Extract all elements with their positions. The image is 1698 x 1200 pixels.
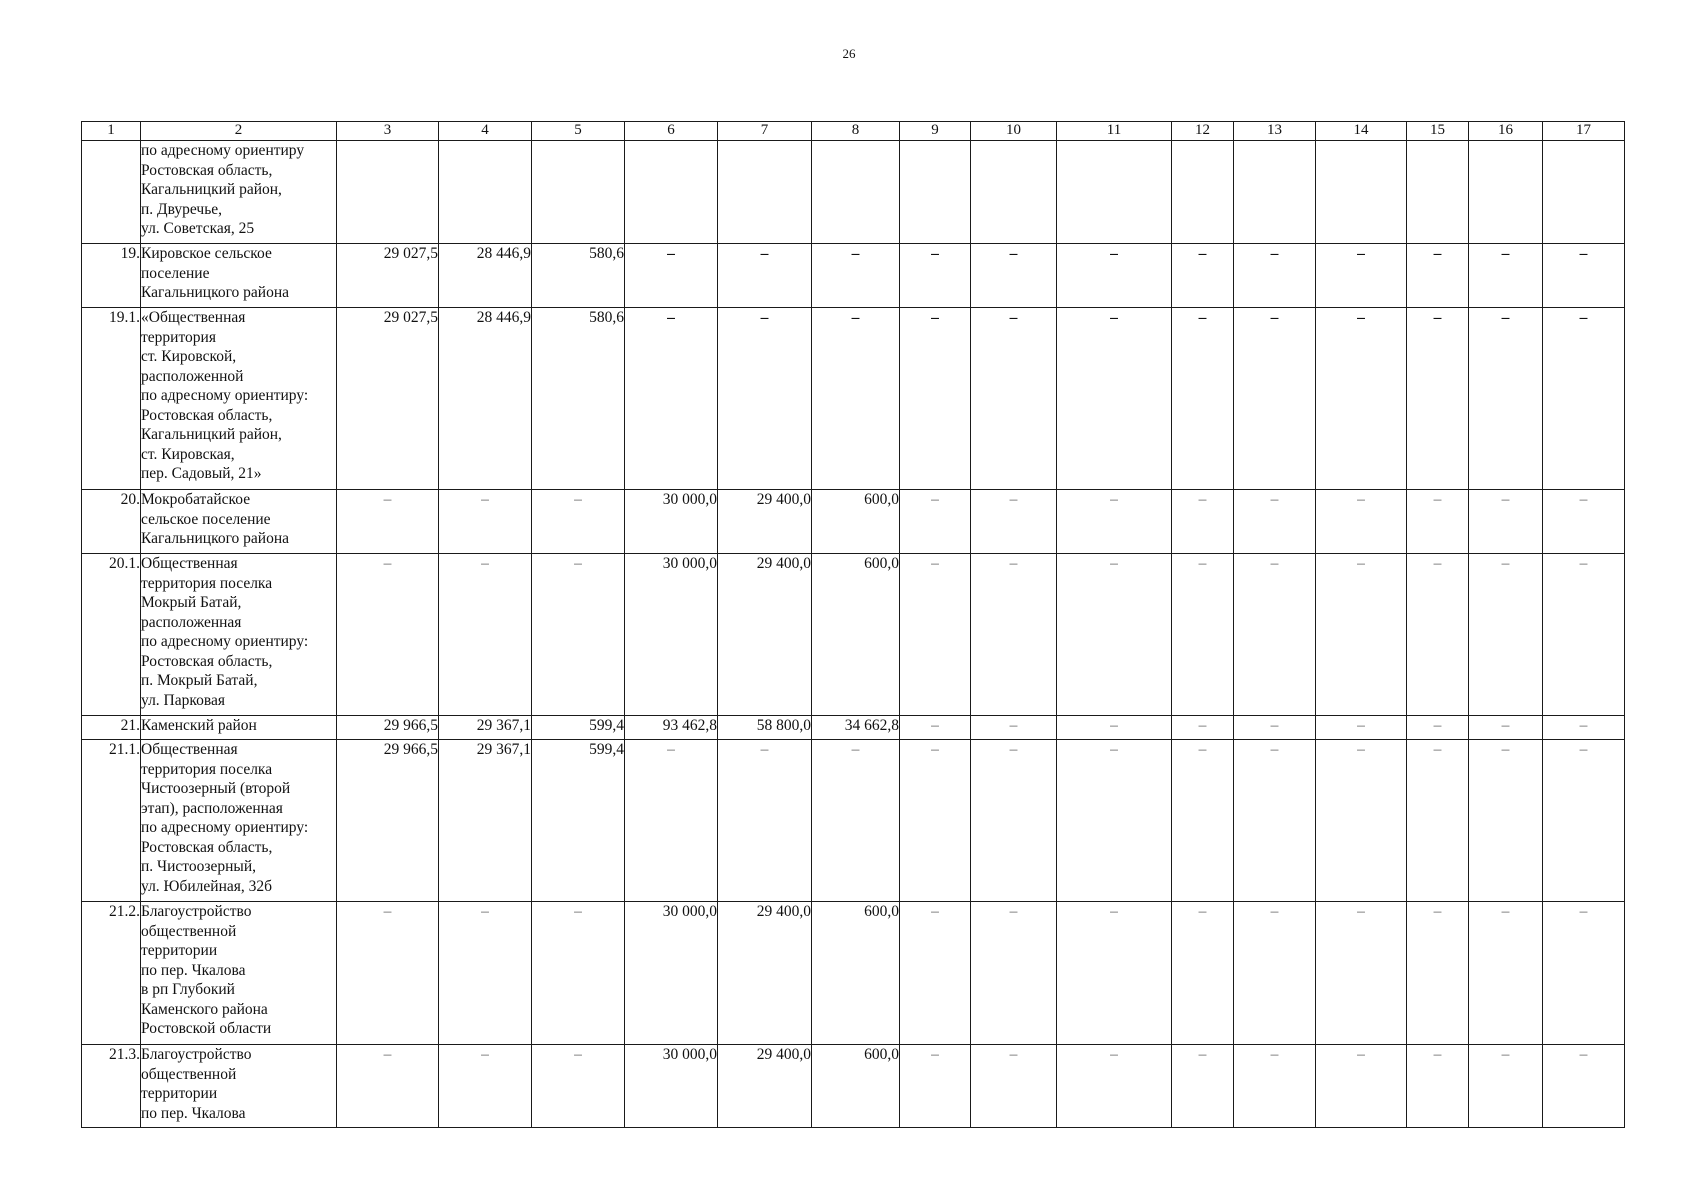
cell-col-15 xyxy=(1407,141,1469,244)
cell-col-10: – xyxy=(971,902,1057,1045)
cell-col-17 xyxy=(1543,141,1625,244)
cell-col-3: – xyxy=(337,902,439,1045)
cell-col-11: – xyxy=(1057,244,1172,308)
cell-col-16: – xyxy=(1469,244,1543,308)
cell-col-10: – xyxy=(971,1045,1057,1128)
column-header-12: 12 xyxy=(1172,122,1234,141)
cell-col-11: – xyxy=(1057,1045,1172,1128)
cell-col-15: – xyxy=(1407,740,1469,902)
cell-col-16: – xyxy=(1469,1045,1543,1128)
column-header-6: 6 xyxy=(625,122,718,141)
cell-col-16 xyxy=(1469,141,1543,244)
cell-col-16: – xyxy=(1469,308,1543,490)
table-row xyxy=(82,141,1625,244)
cell-col-12 xyxy=(1172,141,1234,244)
page-number: 26 xyxy=(842,46,856,61)
cell-col-9: – xyxy=(900,716,971,740)
row-number: 20.1. xyxy=(82,554,141,716)
cell-col-6: – xyxy=(625,244,718,308)
cell-col-12: – xyxy=(1172,902,1234,1045)
cell-col-8: 600,0 xyxy=(812,554,900,716)
cell-col-7: 29 400,0 xyxy=(718,554,812,716)
row-name: «Общественная территория ст. Кировской, расположенной по адресному ориентиру: Ростовская область, Кагальницкий район, ст. Кировская, пер. Садовый, 21» xyxy=(141,308,337,490)
cell-col-9: – xyxy=(900,490,971,554)
cell-col-8: – xyxy=(812,244,900,308)
cell-col-17: – xyxy=(1543,490,1625,554)
row-number: 21.2. xyxy=(82,902,141,1045)
cell-col-11: – xyxy=(1057,740,1172,902)
header-row xyxy=(82,122,1625,141)
cell-col-4: 29 367,1 xyxy=(439,740,532,902)
cell-col-5 xyxy=(532,141,625,244)
cell-col-13: – xyxy=(1234,244,1316,308)
cell-col-17: – xyxy=(1543,244,1625,308)
column-header-17: 17 xyxy=(1543,122,1625,141)
cell-col-14: – xyxy=(1316,554,1407,716)
cell-col-5: 599,4 xyxy=(532,740,625,902)
cell-col-5: 599,4 xyxy=(532,716,625,740)
cell-col-17: – xyxy=(1543,902,1625,1045)
column-header-8: 8 xyxy=(812,122,900,141)
column-header-16: 16 xyxy=(1469,122,1543,141)
column-header-2: 2 xyxy=(141,122,337,141)
cell-col-8: 600,0 xyxy=(812,1045,900,1128)
cell-col-8: 600,0 xyxy=(812,490,900,554)
cell-col-12: – xyxy=(1172,554,1234,716)
cell-col-15: – xyxy=(1407,716,1469,740)
cell-col-6: 30 000,0 xyxy=(625,554,718,716)
cell-col-7: 29 400,0 xyxy=(718,902,812,1045)
cell-col-9: – xyxy=(900,244,971,308)
cell-col-3: 29 966,5 xyxy=(337,716,439,740)
cell-col-7: – xyxy=(718,740,812,902)
cell-col-17: – xyxy=(1543,716,1625,740)
cell-col-15: – xyxy=(1407,902,1469,1045)
cell-col-13: – xyxy=(1234,554,1316,716)
cell-col-14: – xyxy=(1316,308,1407,490)
cell-col-16: – xyxy=(1469,554,1543,716)
cell-col-14 xyxy=(1316,141,1407,244)
cell-col-8: 600,0 xyxy=(812,902,900,1045)
cell-col-5: 580,6 xyxy=(532,308,625,490)
cell-col-12: – xyxy=(1172,740,1234,902)
cell-col-14: – xyxy=(1316,244,1407,308)
cell-col-11: – xyxy=(1057,902,1172,1045)
table-row xyxy=(82,1045,1625,1128)
cell-col-7 xyxy=(718,141,812,244)
cell-col-13: – xyxy=(1234,902,1316,1045)
cell-col-13: – xyxy=(1234,490,1316,554)
column-header-10: 10 xyxy=(971,122,1057,141)
row-number xyxy=(82,141,141,244)
cell-col-3: – xyxy=(337,490,439,554)
cell-col-3: 29 027,5 xyxy=(337,244,439,308)
cell-col-8 xyxy=(812,141,900,244)
cell-col-10: – xyxy=(971,716,1057,740)
cell-col-11 xyxy=(1057,141,1172,244)
row-name: Каменский район xyxy=(141,716,337,740)
cell-col-3 xyxy=(337,141,439,244)
cell-col-9: – xyxy=(900,740,971,902)
cell-col-15: – xyxy=(1407,554,1469,716)
cell-col-4: 28 446,9 xyxy=(439,308,532,490)
cell-col-7: – xyxy=(718,244,812,308)
cell-col-4: 29 367,1 xyxy=(439,716,532,740)
cell-col-6: 30 000,0 xyxy=(625,490,718,554)
column-header-9: 9 xyxy=(900,122,971,141)
cell-col-13 xyxy=(1234,141,1316,244)
cell-col-16: – xyxy=(1469,740,1543,902)
table-body xyxy=(82,141,1625,1128)
row-name: Благоустройство общественной территории по пер. Чкалова в рп Глубокий Каменского района Ростовской области xyxy=(141,902,337,1045)
cell-col-5: – xyxy=(532,1045,625,1128)
cell-col-9: – xyxy=(900,1045,971,1128)
row-name: Общественная территория поселка Мокрый Батай, расположенная по адресному ориентиру: Ростовская область, п. Мокрый Батай, ул. Парковая xyxy=(141,554,337,716)
cell-col-4: – xyxy=(439,902,532,1045)
cell-col-3: – xyxy=(337,554,439,716)
cell-col-5: 580,6 xyxy=(532,244,625,308)
cell-col-4: – xyxy=(439,490,532,554)
cell-col-7: 29 400,0 xyxy=(718,490,812,554)
cell-col-14: – xyxy=(1316,1045,1407,1128)
row-number: 20. xyxy=(82,490,141,554)
cell-col-5: – xyxy=(532,554,625,716)
cell-col-9: – xyxy=(900,902,971,1045)
cell-col-3: 29 966,5 xyxy=(337,740,439,902)
cell-col-15: – xyxy=(1407,490,1469,554)
cell-col-14: – xyxy=(1316,740,1407,902)
cell-col-4: 28 446,9 xyxy=(439,244,532,308)
cell-col-16: – xyxy=(1469,902,1543,1045)
cell-col-12: – xyxy=(1172,716,1234,740)
cell-col-7: 58 800,0 xyxy=(718,716,812,740)
row-number: 19. xyxy=(82,244,141,308)
table-row xyxy=(82,554,1625,716)
cell-col-4: – xyxy=(439,554,532,716)
cell-col-9: – xyxy=(900,554,971,716)
cell-col-6: – xyxy=(625,740,718,902)
table-row xyxy=(82,308,1625,490)
cell-col-10 xyxy=(971,141,1057,244)
cell-col-16: – xyxy=(1469,490,1543,554)
funding-table xyxy=(81,121,1625,1128)
cell-col-6: – xyxy=(625,308,718,490)
cell-col-12: – xyxy=(1172,244,1234,308)
cell-col-13: – xyxy=(1234,308,1316,490)
cell-col-8: – xyxy=(812,740,900,902)
cell-col-5: – xyxy=(532,490,625,554)
cell-col-17: – xyxy=(1543,1045,1625,1128)
cell-col-15: – xyxy=(1407,308,1469,490)
cell-col-14: – xyxy=(1316,716,1407,740)
table-row xyxy=(82,902,1625,1045)
cell-col-6: 30 000,0 xyxy=(625,1045,718,1128)
row-name: Благоустройство общественной территории по пер. Чкалова xyxy=(141,1045,337,1128)
column-header-4: 4 xyxy=(439,122,532,141)
cell-col-6: 30 000,0 xyxy=(625,902,718,1045)
row-name: Кировское сельское поселение Кагальницкого района xyxy=(141,244,337,308)
cell-col-7: – xyxy=(718,308,812,490)
cell-col-12: – xyxy=(1172,490,1234,554)
cell-col-13: – xyxy=(1234,716,1316,740)
cell-col-4 xyxy=(439,141,532,244)
cell-col-7: 29 400,0 xyxy=(718,1045,812,1128)
table-row xyxy=(82,740,1625,902)
cell-col-3: 29 027,5 xyxy=(337,308,439,490)
cell-col-10: – xyxy=(971,554,1057,716)
cell-col-16: – xyxy=(1469,716,1543,740)
cell-col-13: – xyxy=(1234,740,1316,902)
cell-col-8: 34 662,8 xyxy=(812,716,900,740)
cell-col-6: 93 462,8 xyxy=(625,716,718,740)
cell-col-11: – xyxy=(1057,308,1172,490)
row-number: 19.1. xyxy=(82,308,141,490)
column-header-7: 7 xyxy=(718,122,812,141)
cell-col-11: – xyxy=(1057,716,1172,740)
cell-col-6 xyxy=(625,141,718,244)
cell-col-13: – xyxy=(1234,1045,1316,1128)
cell-col-10: – xyxy=(971,490,1057,554)
table-row xyxy=(82,490,1625,554)
column-header-14: 14 xyxy=(1316,122,1407,141)
cell-col-15: – xyxy=(1407,244,1469,308)
cell-col-9: – xyxy=(900,308,971,490)
cell-col-11: – xyxy=(1057,490,1172,554)
cell-col-17: – xyxy=(1543,554,1625,716)
table-row xyxy=(82,244,1625,308)
cell-col-10: – xyxy=(971,308,1057,490)
row-name: по адресному ориентиру Ростовская область, Кагальницкий район, п. Двуречье, ул. Советская, 25 xyxy=(141,141,337,244)
column-header-1: 1 xyxy=(82,122,141,141)
cell-col-5: – xyxy=(532,902,625,1045)
cell-col-10: – xyxy=(971,740,1057,902)
row-number: 21. xyxy=(82,716,141,740)
column-header-15: 15 xyxy=(1407,122,1469,141)
cell-col-3: – xyxy=(337,1045,439,1128)
row-name: Общественная территория поселка Чистоозерный (второй этап), расположенная по адресному ориентиру: Ростовская область, п. Чистоозерный, ул. Юбилейная, 32б xyxy=(141,740,337,902)
column-header-11: 11 xyxy=(1057,122,1172,141)
column-header-5: 5 xyxy=(532,122,625,141)
cell-col-12: – xyxy=(1172,308,1234,490)
cell-col-4: – xyxy=(439,1045,532,1128)
table-row xyxy=(82,716,1625,740)
cell-col-15: – xyxy=(1407,1045,1469,1128)
table-header xyxy=(82,122,1625,141)
cell-col-17: – xyxy=(1543,740,1625,902)
column-header-3: 3 xyxy=(337,122,439,141)
cell-col-10: – xyxy=(971,244,1057,308)
cell-col-17: – xyxy=(1543,308,1625,490)
column-header-13: 13 xyxy=(1234,122,1316,141)
cell-col-14: – xyxy=(1316,490,1407,554)
cell-col-9 xyxy=(900,141,971,244)
cell-col-11: – xyxy=(1057,554,1172,716)
cell-col-14: – xyxy=(1316,902,1407,1045)
row-number: 21.1. xyxy=(82,740,141,902)
cell-col-12: – xyxy=(1172,1045,1234,1128)
row-number: 21.3. xyxy=(82,1045,141,1128)
cell-col-8: – xyxy=(812,308,900,490)
row-name: Мокробатайское сельское поселение Кагальницкого района xyxy=(141,490,337,554)
